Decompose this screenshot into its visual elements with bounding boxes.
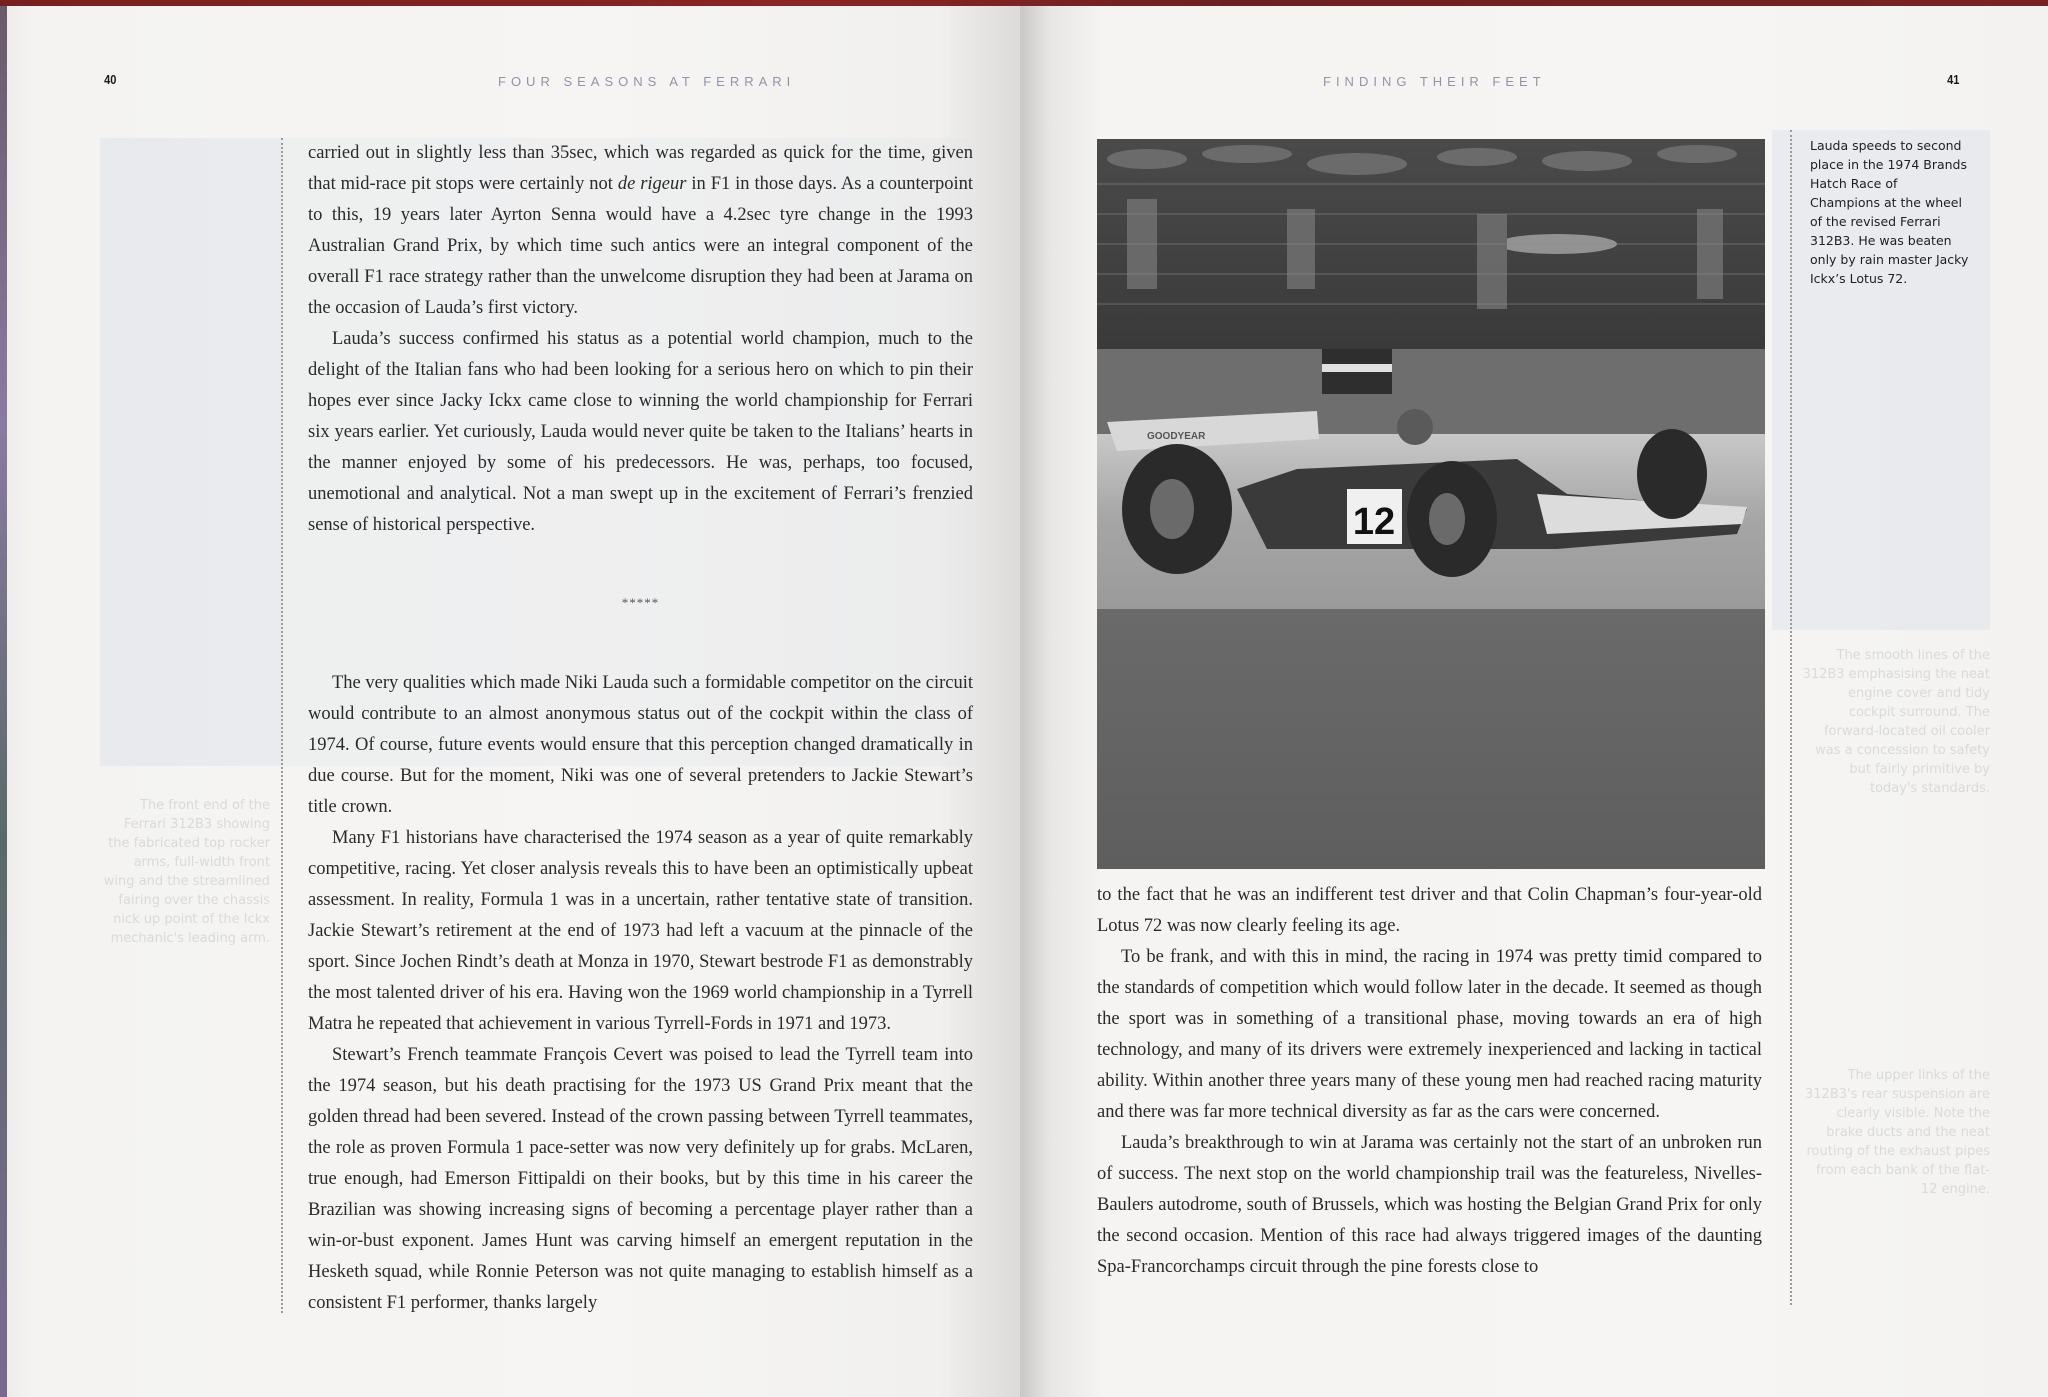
column-rule-left [281, 138, 283, 1313]
book-spread [0, 6, 2048, 1397]
race-car-photo [1097, 139, 1765, 869]
column-rule-right [1790, 130, 1792, 1305]
paragraph: to the fact that he was an indifferent test driver and that Colin Chapman’s four-year-old Lotus 72 was now clearly feeling its age. [1097, 885, 1762, 936]
running-head-text: FINDING THEIR FEET [1323, 74, 1546, 89]
photo-caption: Lauda speeds to second place in the 1974 Brands Hatch Race of Champions at the wheel of the revised Ferrari 312B3. He was beaten only by rain master Jacky Ickx’s Lotus 72. [1810, 138, 1969, 286]
paragraph: To be frank, and with this in mind, the racing in 1974 was pretty timid compared to the standards of competition which would follow later in the decade. It seemed as though the sport was in something of a transitional phase, moving towards an era of high technology, and many of its drivers were extremely inexperienced and lacking in tactical ability. Within another three years many of these young men had reached racing maturity and there was far more technical diversity as far as the cars were concerned. [1097, 947, 1762, 1122]
left-page [0, 6, 1020, 1397]
car-number: 12 [1352, 501, 1396, 543]
show-through-text: The smooth lines of the 312B3 emphasising the neat engine cover and tidy cockpit surround. The forward-located oil cooler was a concession to safety but fairly primitive by today's standards. [1802, 648, 1990, 796]
paragraph: The very qualities which made Niki Lauda such a formidable competitor on the circuit would contribute to an almost anonymous status out of the cockpit within the class of 1974. Of course, future events would ensure that this perception changed dramatically in due course. But for the moment, Niki was one of several pretenders to Jackie Stewart’s title crown. [308, 673, 973, 817]
paragraph: Stewart’s French teammate François Cevert was poised to lead the Tyrrell team into the 1974 season, but his death practising for the 1973 US Grand Prix meant that the golden thread had been severed. Instead of the crown passing between Tyrrell teammates, the role as proven Formula 1 pace-setter was now very definitely up for grabs. McLaren, true enough, had Emerson Fittipaldi on their books, but by this time in his career the Brazilian was showing increasing signs of becoming a percentage player rather than a win-or-bust exponent. James Hunt was carving himself an emergent reputation in the Hesketh squad, while Ronnie Peterson was not quite managing to establish himself as a consistent F1 performer, thanks largely [308, 1045, 973, 1313]
section-break-asterisks: ***** [621, 595, 660, 610]
running-head-left [498, 74, 795, 89]
sidebar-shade-panel [100, 138, 282, 766]
page-number-right: 41 [1947, 72, 1960, 87]
left-body-text [308, 138, 973, 1319]
show-through-text: The upper links of the 312B3's rear suspension are clearly visible. Note the brake ducts and the neat routing of the exhaust pipes from each bank of the flat-12 engine. [1805, 1068, 1990, 1197]
right-body-text [1097, 880, 1762, 1283]
paragraph: carried out in slightly less than 35sec, which was regarded as quick for the time, given that mid-race pit stops were certainly not de rigeur in F1 in those days. As a counterpoint to this, 19 years later Ayrton Senna would have a 4.2sec tyre change in the 1993 Australian Grand Prix, by which time such antics were an integral component of the overall F1 race strategy rather than the unwelcome disruption they had been at Jarama on the occasion of Lauda’s first victory. [308, 143, 973, 318]
svg-text:GOODYEAR: GOODYEAR [1147, 431, 1206, 442]
paragraph: Lauda’s success confirmed his status as a potential world champion, much to the delight of the Italian fans who had been looking for a serious hero on which to pin their hopes ever since Jacky Ickx came close to winning the world championship for Ferrari six years earlier. Yet curiously, Lauda would never quite be taken to the Italians’ hearts in the manner enjoyed by some of his predecessors. He was, perhaps, too focused, unemotional and analytical. Not a man swept up in the excitement of Ferrari’s frenzied sense of historical perspective. [308, 329, 973, 535]
paragraph: Many F1 historians have characterised the 1974 season as a year of quite remarkably competitive, racing. Yet closer analysis reveals this to have been an optimistically upbeat assessment. In reality, Formula 1 was in a uncertain, rather tentative state of transition. Jackie Stewart’s retirement at the end of 1973 had left a vacuum at the pinnacle of the sport. Since Jochen Rindt’s death at Monza in 1970, Stewart bestrode F1 as demonstrably the most talented driver of his era. Having won the 1969 world championship in a Tyrrell Matra he repeated that achievement in various Tyrrell-Fords in 1971 and 1973. [308, 828, 973, 1034]
running-head-right [1323, 74, 1546, 89]
show-through-text: The front end of the Ferrari 312B3 showing the fabricated top rocker arms, full-width front wing and the streamlined fairing over the chassis nick up point of the Ickx mechanic's leading arm. [103, 798, 270, 946]
page-number-left: 40 [104, 72, 117, 87]
page-edge [0, 6, 7, 1397]
running-head-text: FOUR SEASONS AT FERRARI [498, 74, 796, 89]
paragraph: Lauda’s breakthrough to win at Jarama was certainly not the start of an unbroken run of success. The next stop on the world championship trail was the featureless, Nivelles-Baulers autodrome, south of Brussels, which was hosting the Belgian Grand Prix for only the second occasion. Mention of this race had always triggered images of the daunting Spa-Francorchamps circuit through the pine forests close to [1097, 1133, 1762, 1277]
